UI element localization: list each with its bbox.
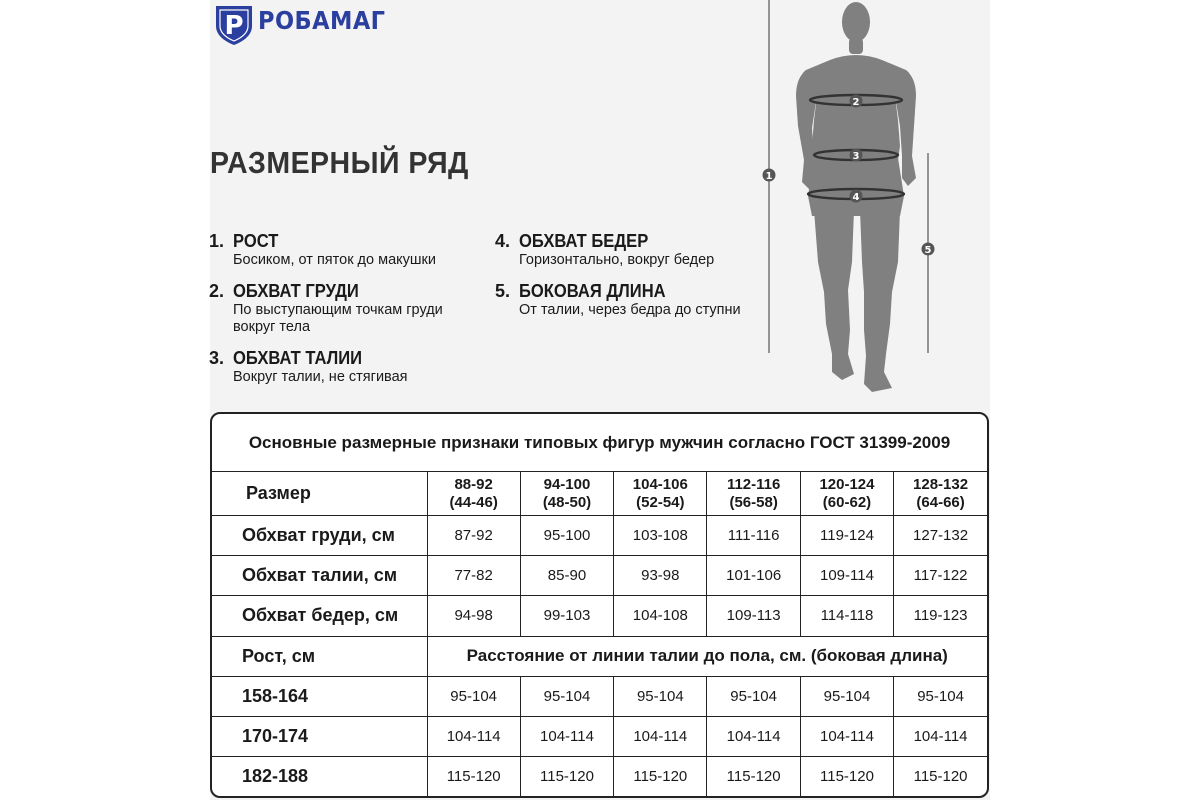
table-cell: 95-104 [427, 676, 520, 716]
table-cell: 85-90 [520, 556, 613, 596]
size-header-label: Размер [212, 472, 427, 516]
measurement-description: Горизонтально, вокруг бедер [519, 252, 715, 268]
table-cell: 115-120 [707, 757, 800, 796]
size-header-cell: 88-92 (44-46) [427, 472, 520, 516]
table-cell: 104-114 [800, 716, 893, 756]
measurement-description: По выступающим точкам груди вокруг тела [233, 302, 443, 335]
side-length-note: Расстояние от линии талии до пола, см. (боковая длина) [427, 636, 987, 676]
row-label: 158-164 [212, 676, 427, 716]
measurement-item-chest [209, 281, 489, 337]
table-cell: 115-120 [894, 757, 987, 796]
measurement-description: От талии, через бедра до ступни [519, 302, 741, 318]
table-row [212, 757, 987, 796]
table-cell: 104-114 [707, 716, 800, 756]
measurement-number: 4. [495, 231, 511, 251]
row-label: Обхват бедер, см [212, 596, 427, 636]
measurement-number: 3. [209, 348, 225, 368]
table-row [212, 516, 987, 556]
measurement-number: 5. [495, 281, 511, 301]
table-cell: 117-122 [894, 556, 987, 596]
measurement-description: Босиком, от пяток до макушки [233, 252, 436, 268]
measurement-description: Вокруг талии, не стягивая [233, 369, 408, 385]
size-header-cell: 120-124 (60-62) [800, 472, 893, 516]
table-cell: 109-113 [707, 596, 800, 636]
page-title: РАЗМЕРНЫЙ РЯД [210, 145, 469, 180]
size-header-cell: 128-132 (64-66) [894, 472, 987, 516]
measurement-number: 1. [209, 231, 225, 251]
measurement-item-side-length [495, 281, 775, 321]
size-header-cell: 104-106 (52-54) [614, 472, 707, 516]
table-cell: 119-123 [894, 596, 987, 636]
table-cell: 127-132 [894, 516, 987, 556]
table-row [212, 556, 987, 596]
row-label: Обхват груди, см [212, 516, 427, 556]
svg-text:3: 3 [852, 151, 860, 162]
table-cell: 115-120 [427, 757, 520, 796]
table-caption: Основные размерные признаки типовых фигур мужчин согласно ГОСТ 31399-2009 [212, 414, 987, 472]
table-cell: 95-104 [520, 676, 613, 716]
size-table [210, 412, 989, 798]
table-cell: 77-82 [427, 556, 520, 596]
svg-text:2: 2 [852, 97, 860, 108]
measurement-title: ОБХВАТ ТАЛИИ [233, 348, 363, 368]
table-cell: 101-106 [707, 556, 800, 596]
table-row [212, 676, 987, 716]
table-cell: 87-92 [427, 516, 520, 556]
row-label: Обхват талии, см [212, 556, 427, 596]
table-cell: 95-100 [520, 516, 613, 556]
row-label: 170-174 [212, 716, 427, 756]
table-cell: 95-104 [614, 676, 707, 716]
size-header-cell: 112-116 (56-58) [707, 472, 800, 516]
table-row [212, 636, 987, 676]
table-cell: 109-114 [800, 556, 893, 596]
row-label: 182-188 [212, 757, 427, 796]
table-cell: 99-103 [520, 596, 613, 636]
measurement-title: ОБХВАТ БЕДЕР [519, 231, 649, 251]
table-cell: 104-108 [614, 596, 707, 636]
size-header-cell: 94-100 (48-50) [520, 472, 613, 516]
table-cell: 115-120 [614, 757, 707, 796]
table-cell: 95-104 [800, 676, 893, 716]
measurement-title: РОСТ [233, 231, 279, 251]
table-row [212, 596, 987, 636]
table-cell: 104-114 [520, 716, 613, 756]
table-cell: 95-104 [894, 676, 987, 716]
height-header-label: Рост, см [212, 636, 427, 676]
table-cell: 95-104 [707, 676, 800, 716]
svg-text:5: 5 [924, 245, 932, 256]
measurement-number: 2. [209, 281, 225, 301]
measurement-item-hips [495, 231, 775, 271]
table-cell: 94-98 [427, 596, 520, 636]
table-cell: 104-114 [894, 716, 987, 756]
table-row [212, 716, 987, 756]
table-cell: 119-124 [800, 516, 893, 556]
measurement-item-waist [209, 348, 489, 388]
marker-5 [922, 243, 935, 257]
table-cell: 103-108 [614, 516, 707, 556]
measurement-title: ОБХВАТ ГРУДИ [233, 281, 359, 301]
measurement-title: БОКОВАЯ ДЛИНА [519, 281, 666, 301]
svg-text:4: 4 [852, 192, 860, 203]
body-figure-illustration [760, 0, 980, 400]
measurement-item-height [209, 231, 489, 271]
svg-text:1: 1 [765, 171, 773, 182]
marker-1 [763, 169, 776, 183]
table-cell: 114-118 [800, 596, 893, 636]
logo-letter: Р [224, 11, 244, 41]
table-cell: 115-120 [520, 757, 613, 796]
table-cell: 104-114 [427, 716, 520, 756]
brand-name: РОБАМАГ [258, 6, 386, 35]
table-cell: 93-98 [614, 556, 707, 596]
table-cell: 104-114 [614, 716, 707, 756]
table-cell: 115-120 [800, 757, 893, 796]
table-cell: 111-116 [707, 516, 800, 556]
